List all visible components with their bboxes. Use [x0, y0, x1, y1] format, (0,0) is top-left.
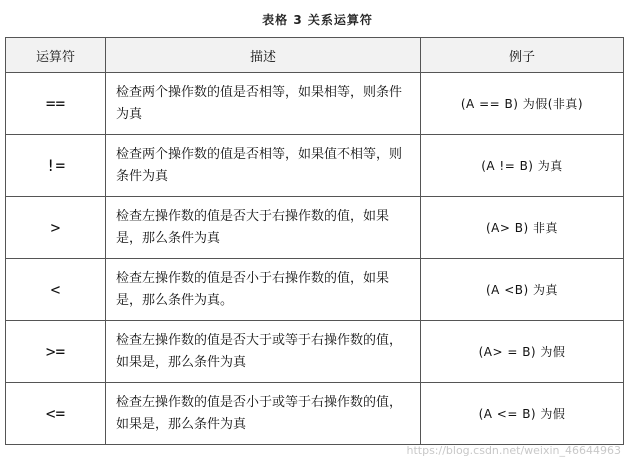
table-row	[6, 259, 624, 321]
example-cell: (A == B) 为假(非真)	[421, 73, 624, 135]
table-row	[6, 383, 624, 445]
example-cell: (A != B) 为真	[421, 135, 624, 197]
example-cell: (A <= B) 为假	[421, 383, 624, 445]
table-row	[6, 73, 624, 135]
table-caption: 表格 3 关系运算符	[262, 13, 373, 27]
operator-cell: ==	[6, 73, 106, 135]
header-description: 描述	[106, 38, 421, 73]
operator-cell: >=	[6, 321, 106, 383]
operator-cell: <	[6, 259, 106, 321]
header-example: 例子	[421, 38, 624, 73]
table-row	[6, 135, 624, 197]
header-operator: 运算符	[6, 38, 106, 73]
description-cell: 检查左操作数的值是否小于右操作数的值，如果是，那么条件为真。	[106, 259, 421, 321]
table-row	[6, 321, 624, 383]
operator-cell: <=	[6, 383, 106, 445]
table-header-row	[6, 38, 624, 73]
description-cell: 检查两个操作数的值是否相等，如果值不相等，则条件为真	[106, 135, 421, 197]
watermark-text: https://blog.csdn.net/weixin_46644963	[406, 444, 621, 457]
description-cell: 检查左操作数的值是否小于或等于右操作数的值，如果是，那么条件为真	[106, 383, 421, 445]
example-cell: (A <B) 为真	[421, 259, 624, 321]
operator-cell: !=	[6, 135, 106, 197]
description-cell: 检查两个操作数的值是否相等，如果相等，则条件为真	[106, 73, 421, 135]
example-cell: (A> = B) 为假	[421, 321, 624, 383]
description-cell: 检查左操作数的值是否大于右操作数的值，如果是，那么条件为真	[106, 197, 421, 259]
description-cell: 检查左操作数的值是否大于或等于右操作数的值，如果是，那么条件为真	[106, 321, 421, 383]
relational-operators-table	[5, 37, 624, 445]
table-row	[6, 197, 624, 259]
example-cell: (A> B) 非真	[421, 197, 624, 259]
operator-cell: >	[6, 197, 106, 259]
